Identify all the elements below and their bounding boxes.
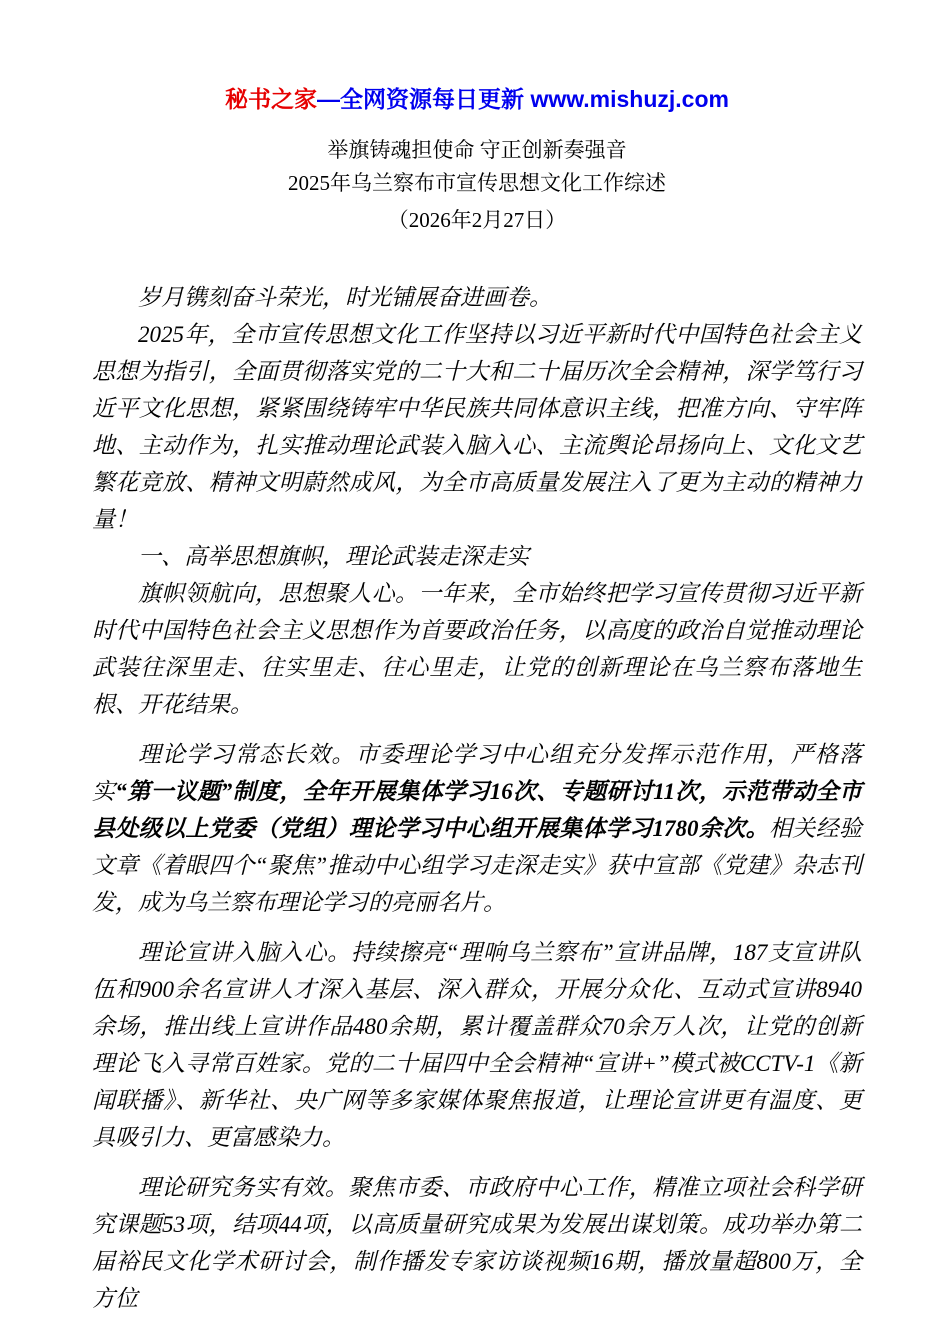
masthead-tagline: —全网资源每日更新 [317, 86, 531, 112]
text-run: 旗帜领航向，思想聚人心。一年来，全市始终把学习宣传贯彻习近平新时代中国特色社会主义思想作为首要政治任务，以高度的政治自觉推动理论武装往深里走、往实里走、往心里走，让党的创新理论在乌兰察布落地生根、开花结果。 [92, 581, 862, 717]
paragraph [92, 316, 862, 538]
section-heading [92, 538, 862, 575]
paragraph [92, 736, 862, 921]
document-title-line2: 2025年乌兰察布市宣传思想文化工作综述 [288, 171, 666, 195]
paragraph [92, 1169, 862, 1317]
document-title-line1: 举旗铸魂担使命 守正创新奏强音 [327, 138, 627, 162]
text-run: 2025年，全市宣传思想文化工作坚持以习近平新时代中国特色社会主义思想为指引，全面贯彻落实党的二十大和二十届历次全会精神，深学笃行习近平文化思想，紧紧围绕铸牢中华民族共同体意识主线，把准方向、守牢阵地、主动作为，扎实推动理论武装入脑入心、主流舆论昂扬向上、文化文艺繁花竞放、精神文明蔚然成风，为全市高质量发展注入了更为主动的精神力量！ [92, 322, 862, 532]
bold-text-run: “第一议题”制度，全年开展集体学习16次、专题研讨11次，示范带动全市县处级以上党委（党组）理论学习中心组开展集体学习1780余次。 [92, 779, 862, 841]
document-body [92, 279, 862, 1317]
text-run: 理论研究务实有效。聚焦市委、市政府中心工作，精准立项社会科学研究课题53项，结项44项，以高质量研究成果为发展出谋划策。成功举办第二届裕民文化学术研讨会，制作播发专家访谈视频16期，播放量超800万，全方位 [92, 1175, 862, 1311]
text-run: 理论学习常态长效。市委理论学习中心组充分发挥示范作用，严格落实 [92, 742, 862, 804]
title-block [92, 134, 862, 237]
masthead-url-link[interactable]: www.mishuzj.com [530, 86, 729, 112]
masthead [92, 84, 862, 114]
paragraph [92, 934, 862, 1156]
text-run: 相关经验文章《着眼四个“聚焦”推动中心组学习走深走实》获中宣部《党建》杂志刊发，成为乌兰察布理论学习的亮丽名片。 [92, 816, 863, 915]
site-name: 秘书之家 [225, 86, 318, 112]
paragraph [92, 279, 862, 316]
text-run: 理论宣讲入脑入心。持续擦亮“理响乌兰察布”宣讲品牌，187支宣讲队伍和900余名宣讲人才深入基层、深入群众，开展分众化、互动式宣讲8940余场，推出线上宣讲作品480余期，累计覆盖群众70余万人次，让党的创新理论飞入寻常百姓家。党的二十届四中全会精神“宣讲+”模式被CCTV-1《新闻联播》、新华社、央广网等多家媒体聚焦报道，让理论宣讲更有温度、更具吸引力、更富感染力。 [92, 940, 862, 1150]
paragraph [92, 575, 862, 723]
text-run: 岁月镌刻奋斗荣光，时光铺展奋进画卷。 [138, 285, 552, 310]
text-run: 一、高举思想旗帜，理论武装走深走实 [138, 544, 529, 569]
document-date: （2026年2月27日） [387, 208, 567, 232]
